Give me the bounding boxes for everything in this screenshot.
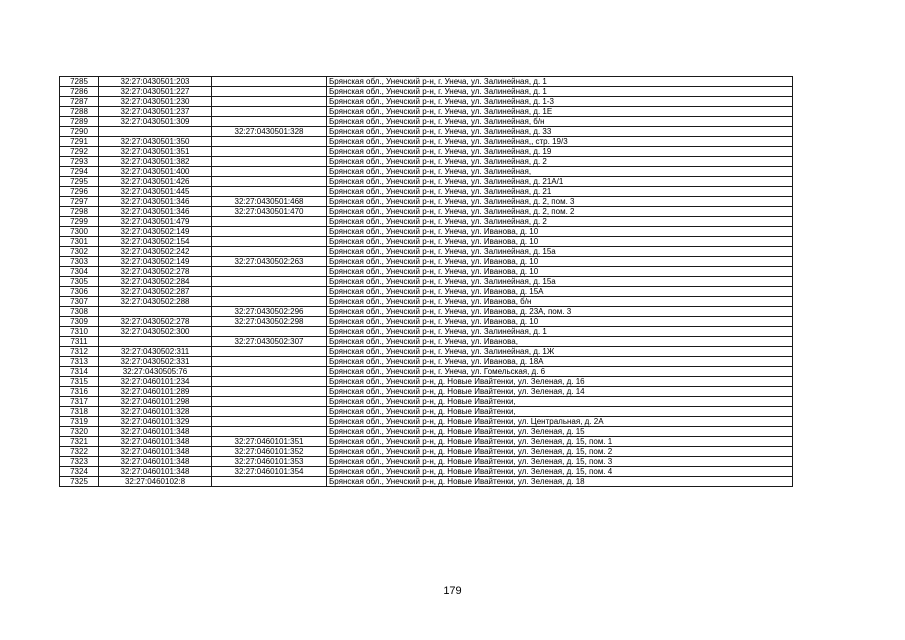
address-cell: Брянская обл., Унечский р-н, г. Унеча, ул. Гомельская, д. 6 — [327, 367, 793, 377]
linked-cadastral-number-cell — [212, 157, 327, 167]
address-cell: Брянская обл., Унечский р-н, г. Унеча, ул. Иванова, б/н — [327, 297, 793, 307]
row-number-cell: 7319 — [60, 417, 99, 427]
cadastral-number-cell: 32:27:0430502:149 — [99, 257, 212, 267]
table-row — [60, 257, 793, 267]
row-number-cell: 7323 — [60, 457, 99, 467]
linked-cadastral-number-cell: 32:27:0430502:263 — [212, 257, 327, 267]
address-cell: Брянская обл., Унечский р-н, г. Унеча, ул. Залинейная, д. 15а — [327, 277, 793, 287]
address-cell: Брянская обл., Унечский р-н, д. Новые Ивайтенки, ул. Зеленая, д. 15, пом. 2 — [327, 447, 793, 457]
address-cell: Брянская обл., Унечский р-н, г. Унеча, ул. Иванова, д. 23А, пом. 3 — [327, 307, 793, 317]
address-cell: Брянская обл., Унечский р-н, г. Унеча, ул. Залинейная, б/н — [327, 117, 793, 127]
cadastral-number-cell: 32:27:0430502:278 — [99, 317, 212, 327]
cadastral-number-cell: 32:27:0430501:445 — [99, 187, 212, 197]
address-cell: Брянская обл., Унечский р-н, д. Новые Ивайтенки, — [327, 407, 793, 417]
row-number-cell: 7322 — [60, 447, 99, 457]
cadastral-number-cell: 32:27:0430501:351 — [99, 147, 212, 157]
cadastral-number-cell: 32:27:0460101:348 — [99, 467, 212, 477]
linked-cadastral-number-cell — [212, 287, 327, 297]
row-number-cell: 7312 — [60, 347, 99, 357]
table-row — [60, 77, 793, 87]
linked-cadastral-number-cell — [212, 367, 327, 377]
cadastral-number-cell: 32:27:0430501:227 — [99, 87, 212, 97]
table-row — [60, 317, 793, 327]
linked-cadastral-number-cell — [212, 347, 327, 357]
address-cell: Брянская обл., Унечский р-н, г. Унеча, ул. Иванова, д. 10 — [327, 317, 793, 327]
address-cell: Брянская обл., Унечский р-н, г. Унеча, ул. Иванова, д. 10 — [327, 267, 793, 277]
table-row — [60, 377, 793, 387]
table-row — [60, 167, 793, 177]
linked-cadastral-number-cell: 32:27:0460101:354 — [212, 467, 327, 477]
table-row — [60, 407, 793, 417]
linked-cadastral-number-cell: 32:27:0460101:353 — [212, 457, 327, 467]
row-number-cell: 7299 — [60, 217, 99, 227]
linked-cadastral-number-cell — [212, 227, 327, 237]
row-number-cell: 7290 — [60, 127, 99, 137]
address-cell: Брянская обл., Унечский р-н, г. Унеча, ул. Залинейная, д. 19 — [327, 147, 793, 157]
address-cell: Брянская обл., Унечский р-н, г. Унеча, ул. Иванова, д. 10 — [327, 257, 793, 267]
linked-cadastral-number-cell: 32:27:0430501:468 — [212, 197, 327, 207]
linked-cadastral-number-cell — [212, 117, 327, 127]
address-cell: Брянская обл., Унечский р-н, г. Унеча, ул. Иванова, — [327, 337, 793, 347]
linked-cadastral-number-cell — [212, 87, 327, 97]
row-number-cell: 7324 — [60, 467, 99, 477]
linked-cadastral-number-cell — [212, 427, 327, 437]
address-cell: Брянская обл., Унечский р-н, г. Унеча, ул. Залинейная, д. 21А/1 — [327, 177, 793, 187]
cadastral-number-cell: 32:27:0430502:154 — [99, 237, 212, 247]
linked-cadastral-number-cell — [212, 397, 327, 407]
cadastral-number-cell: 32:27:0430501:350 — [99, 137, 212, 147]
table-row — [60, 447, 793, 457]
table-row — [60, 217, 793, 227]
address-cell: Брянская обл., Унечский р-н, д. Новые Ивайтенки, ул. Зеленая, д. 16 — [327, 377, 793, 387]
table-row — [60, 107, 793, 117]
linked-cadastral-number-cell — [212, 147, 327, 157]
linked-cadastral-number-cell — [212, 77, 327, 87]
cadastral-number-cell: 32:27:0430501:382 — [99, 157, 212, 167]
row-number-cell: 7298 — [60, 207, 99, 217]
table-row — [60, 297, 793, 307]
cadastral-number-cell — [99, 127, 212, 137]
row-number-cell: 7292 — [60, 147, 99, 157]
table-row — [60, 387, 793, 397]
table-row — [60, 97, 793, 107]
cadastral-number-cell: 32:27:0430502:311 — [99, 347, 212, 357]
address-cell: Брянская обл., Унечский р-н, г. Унеча, ул. Залинейная, д. 1 — [327, 327, 793, 337]
address-cell: Брянская обл., Унечский р-н, г. Унеча, ул. Залинейная, д. 1Е — [327, 107, 793, 117]
cadastral-number-cell: 32:27:0460101:329 — [99, 417, 212, 427]
page-number: 179 — [443, 585, 462, 597]
address-cell: Брянская обл., Унечский р-н, д. Новые Ивайтенки, ул. Центральная, д. 2А — [327, 417, 793, 427]
cadastral-number-cell: 32:27:0460102:8 — [99, 477, 212, 487]
linked-cadastral-number-cell: 32:27:0430502:298 — [212, 317, 327, 327]
cadastral-number-cell: 32:27:0460101:328 — [99, 407, 212, 417]
row-number-cell: 7325 — [60, 477, 99, 487]
row-number-cell: 7303 — [60, 257, 99, 267]
linked-cadastral-number-cell — [212, 297, 327, 307]
cadastral-number-cell — [99, 307, 212, 317]
cadastral-number-cell: 32:27:0430502:331 — [99, 357, 212, 367]
cadastral-number-cell: 32:27:0430501:309 — [99, 117, 212, 127]
linked-cadastral-number-cell — [212, 177, 327, 187]
table-row — [60, 347, 793, 357]
cadastral-number-cell: 32:27:0460101:289 — [99, 387, 212, 397]
linked-cadastral-number-cell: 32:27:0430502:296 — [212, 307, 327, 317]
table-row — [60, 197, 793, 207]
address-cell: Брянская обл., Унечский р-н, д. Новые Ивайтенки, ул. Зеленая, д. 15, пом. 1 — [327, 437, 793, 447]
linked-cadastral-number-cell — [212, 107, 327, 117]
linked-cadastral-number-cell: 32:27:0430502:307 — [212, 337, 327, 347]
cadastral-number-cell: 32:27:0430502:300 — [99, 327, 212, 337]
linked-cadastral-number-cell — [212, 237, 327, 247]
table-row — [60, 477, 793, 487]
cadastral-number-cell: 32:27:0460101:348 — [99, 457, 212, 467]
table-row — [60, 427, 793, 437]
address-cell: Брянская обл., Унечский р-н, г. Унеча, ул. Иванова, д. 15А — [327, 287, 793, 297]
linked-cadastral-number-cell — [212, 407, 327, 417]
linked-cadastral-number-cell — [212, 377, 327, 387]
linked-cadastral-number-cell: 32:27:0430501:470 — [212, 207, 327, 217]
linked-cadastral-number-cell — [212, 417, 327, 427]
cadastral-number-cell: 32:27:0460101:234 — [99, 377, 212, 387]
cadastral-number-cell: 32:27:0430501:346 — [99, 207, 212, 217]
address-cell: Брянская обл., Унечский р-н, г. Унеча, ул. Залинейная, д. 2 — [327, 217, 793, 227]
row-number-cell: 7295 — [60, 177, 99, 187]
linked-cadastral-number-cell — [212, 327, 327, 337]
cadastral-number-cell: 32:27:0430502:278 — [99, 267, 212, 277]
cadastral-number-cell: 32:27:0430501:237 — [99, 107, 212, 117]
table-row — [60, 227, 793, 237]
linked-cadastral-number-cell — [212, 167, 327, 177]
linked-cadastral-number-cell: 32:27:0460101:351 — [212, 437, 327, 447]
row-number-cell: 7297 — [60, 197, 99, 207]
address-cell: Брянская обл., Унечский р-н, г. Унеча, ул. Залинейная, д. 1Ж — [327, 347, 793, 357]
table-row — [60, 237, 793, 247]
cadastral-number-cell: 32:27:0430501:400 — [99, 167, 212, 177]
address-cell: Брянская обл., Унечский р-н, г. Унеча, ул. Иванова, д. 18А — [327, 357, 793, 367]
cadastral-number-cell: 32:27:0430502:242 — [99, 247, 212, 257]
linked-cadastral-number-cell — [212, 187, 327, 197]
cadastral-number-cell: 32:27:0430502:287 — [99, 287, 212, 297]
address-cell: Брянская обл., Унечский р-н, д. Новые Ивайтенки, ул. Зеленая, д. 14 — [327, 387, 793, 397]
cadastral-number-cell: 32:27:0430502:284 — [99, 277, 212, 287]
address-cell: Брянская обл., Унечский р-н, г. Унеча, ул. Залинейная, д. 1 — [327, 77, 793, 87]
cadastral-number-cell: 32:27:0460101:298 — [99, 397, 212, 407]
address-cell: Брянская обл., Унечский р-н, г. Унеча, ул. Залинейная, д. 33 — [327, 127, 793, 137]
address-cell: Брянская обл., Унечский р-н, г. Унеча, ул. Залинейная, д. 2, пом. 3 — [327, 197, 793, 207]
row-number-cell: 7289 — [60, 117, 99, 127]
table-row — [60, 137, 793, 147]
address-cell: Брянская обл., Унечский р-н, д. Новые Ивайтенки, ул. Зеленая, д. 18 — [327, 477, 793, 487]
linked-cadastral-number-cell — [212, 247, 327, 257]
row-number-cell: 7300 — [60, 227, 99, 237]
linked-cadastral-number-cell — [212, 137, 327, 147]
table-row — [60, 267, 793, 277]
linked-cadastral-number-cell — [212, 387, 327, 397]
row-number-cell: 7309 — [60, 317, 99, 327]
address-cell: Брянская обл., Унечский р-н, г. Унеча, ул. Залинейная, д. 21 — [327, 187, 793, 197]
row-number-cell: 7296 — [60, 187, 99, 197]
row-number-cell: 7294 — [60, 167, 99, 177]
table-row — [60, 327, 793, 337]
row-number-cell: 7304 — [60, 267, 99, 277]
table-row — [60, 147, 793, 157]
address-cell: Брянская обл., Унечский р-н, г. Унеча, ул. Залинейная,, стр. 19/3 — [327, 137, 793, 147]
table-row — [60, 177, 793, 187]
cadastral-number-cell: 32:27:0430502:149 — [99, 227, 212, 237]
row-number-cell: 7311 — [60, 337, 99, 347]
row-number-cell: 7320 — [60, 427, 99, 437]
table-row — [60, 467, 793, 477]
linked-cadastral-number-cell — [212, 477, 327, 487]
row-number-cell: 7315 — [60, 377, 99, 387]
row-number-cell: 7288 — [60, 107, 99, 117]
address-cell: Брянская обл., Унечский р-н, г. Унеча, ул. Залинейная, д. 1 — [327, 87, 793, 97]
row-number-cell: 7317 — [60, 397, 99, 407]
table-row — [60, 287, 793, 297]
table-row — [60, 127, 793, 137]
cadastral-number-cell — [99, 337, 212, 347]
table-row — [60, 187, 793, 197]
row-number-cell: 7321 — [60, 437, 99, 447]
table-row — [60, 157, 793, 167]
row-number-cell: 7316 — [60, 387, 99, 397]
cadastral-number-cell: 32:27:0460101:348 — [99, 437, 212, 447]
row-number-cell: 7302 — [60, 247, 99, 257]
linked-cadastral-number-cell — [212, 97, 327, 107]
cadastral-number-cell: 32:27:0460101:348 — [99, 427, 212, 437]
address-cell: Брянская обл., Унечский р-н, д. Новые Ивайтенки, ул. Зеленая, д. 15 — [327, 427, 793, 437]
cadastral-number-cell: 32:27:0430505:76 — [99, 367, 212, 377]
cadastral-number-cell: 32:27:0460101:348 — [99, 447, 212, 457]
table-row — [60, 207, 793, 217]
address-cell: Брянская обл., Унечский р-н, г. Унеча, ул. Залинейная, д. 1-3 — [327, 97, 793, 107]
row-number-cell: 7306 — [60, 287, 99, 297]
row-number-cell: 7313 — [60, 357, 99, 367]
address-cell: Брянская обл., Унечский р-н, г. Унеча, ул. Залинейная, д. 2, пом. 2 — [327, 207, 793, 217]
linked-cadastral-number-cell: 32:27:0460101:352 — [212, 447, 327, 457]
table-row — [60, 117, 793, 127]
cadastral-number-cell: 32:27:0430502:288 — [99, 297, 212, 307]
row-number-cell: 7305 — [60, 277, 99, 287]
register-table — [59, 76, 793, 487]
address-cell: Брянская обл., Унечский р-н, г. Унеча, ул. Залинейная, — [327, 167, 793, 177]
register-table-body — [60, 77, 793, 487]
table-row — [60, 457, 793, 467]
linked-cadastral-number-cell — [212, 277, 327, 287]
table-row — [60, 417, 793, 427]
row-number-cell: 7285 — [60, 77, 99, 87]
table-row — [60, 307, 793, 317]
cadastral-number-cell: 32:27:0430501:346 — [99, 197, 212, 207]
table-row — [60, 367, 793, 377]
row-number-cell: 7314 — [60, 367, 99, 377]
row-number-cell: 7287 — [60, 97, 99, 107]
row-number-cell: 7293 — [60, 157, 99, 167]
table-row — [60, 437, 793, 447]
linked-cadastral-number-cell — [212, 357, 327, 367]
address-cell: Брянская обл., Унечский р-н, г. Унеча, ул. Залинейная, д. 15а — [327, 247, 793, 257]
address-cell: Брянская обл., Унечский р-н, г. Унеча, ул. Иванова, д. 10 — [327, 227, 793, 237]
address-cell: Брянская обл., Унечский р-н, д. Новые Ивайтенки, ул. Зеленая, д. 15, пом. 3 — [327, 457, 793, 467]
cadastral-number-cell: 32:27:0430501:203 — [99, 77, 212, 87]
table-row — [60, 357, 793, 367]
table-row — [60, 277, 793, 287]
table-row — [60, 87, 793, 97]
row-number-cell: 7310 — [60, 327, 99, 337]
row-number-cell: 7286 — [60, 87, 99, 97]
linked-cadastral-number-cell: 32:27:0430501:328 — [212, 127, 327, 137]
linked-cadastral-number-cell — [212, 267, 327, 277]
row-number-cell: 7318 — [60, 407, 99, 417]
address-cell: Брянская обл., Унечский р-н, г. Унеча, ул. Залинейная, д. 2 — [327, 157, 793, 167]
table-row — [60, 247, 793, 257]
row-number-cell: 7307 — [60, 297, 99, 307]
address-cell: Брянская обл., Унечский р-н, д. Новые Ивайтенки, ул. Зеленая, д. 15, пом. 4 — [327, 467, 793, 477]
row-number-cell: 7291 — [60, 137, 99, 147]
row-number-cell: 7301 — [60, 237, 99, 247]
linked-cadastral-number-cell — [212, 217, 327, 227]
row-number-cell: 7308 — [60, 307, 99, 317]
cadastral-number-cell: 32:27:0430501:479 — [99, 217, 212, 227]
table-row — [60, 337, 793, 347]
table-row — [60, 397, 793, 407]
cadastral-number-cell: 32:27:0430501:426 — [99, 177, 212, 187]
address-cell: Брянская обл., Унечский р-н, д. Новые Ивайтенки, — [327, 397, 793, 407]
address-cell: Брянская обл., Унечский р-н, г. Унеча, ул. Иванова, д. 10 — [327, 237, 793, 247]
cadastral-number-cell: 32:27:0430501:230 — [99, 97, 212, 107]
